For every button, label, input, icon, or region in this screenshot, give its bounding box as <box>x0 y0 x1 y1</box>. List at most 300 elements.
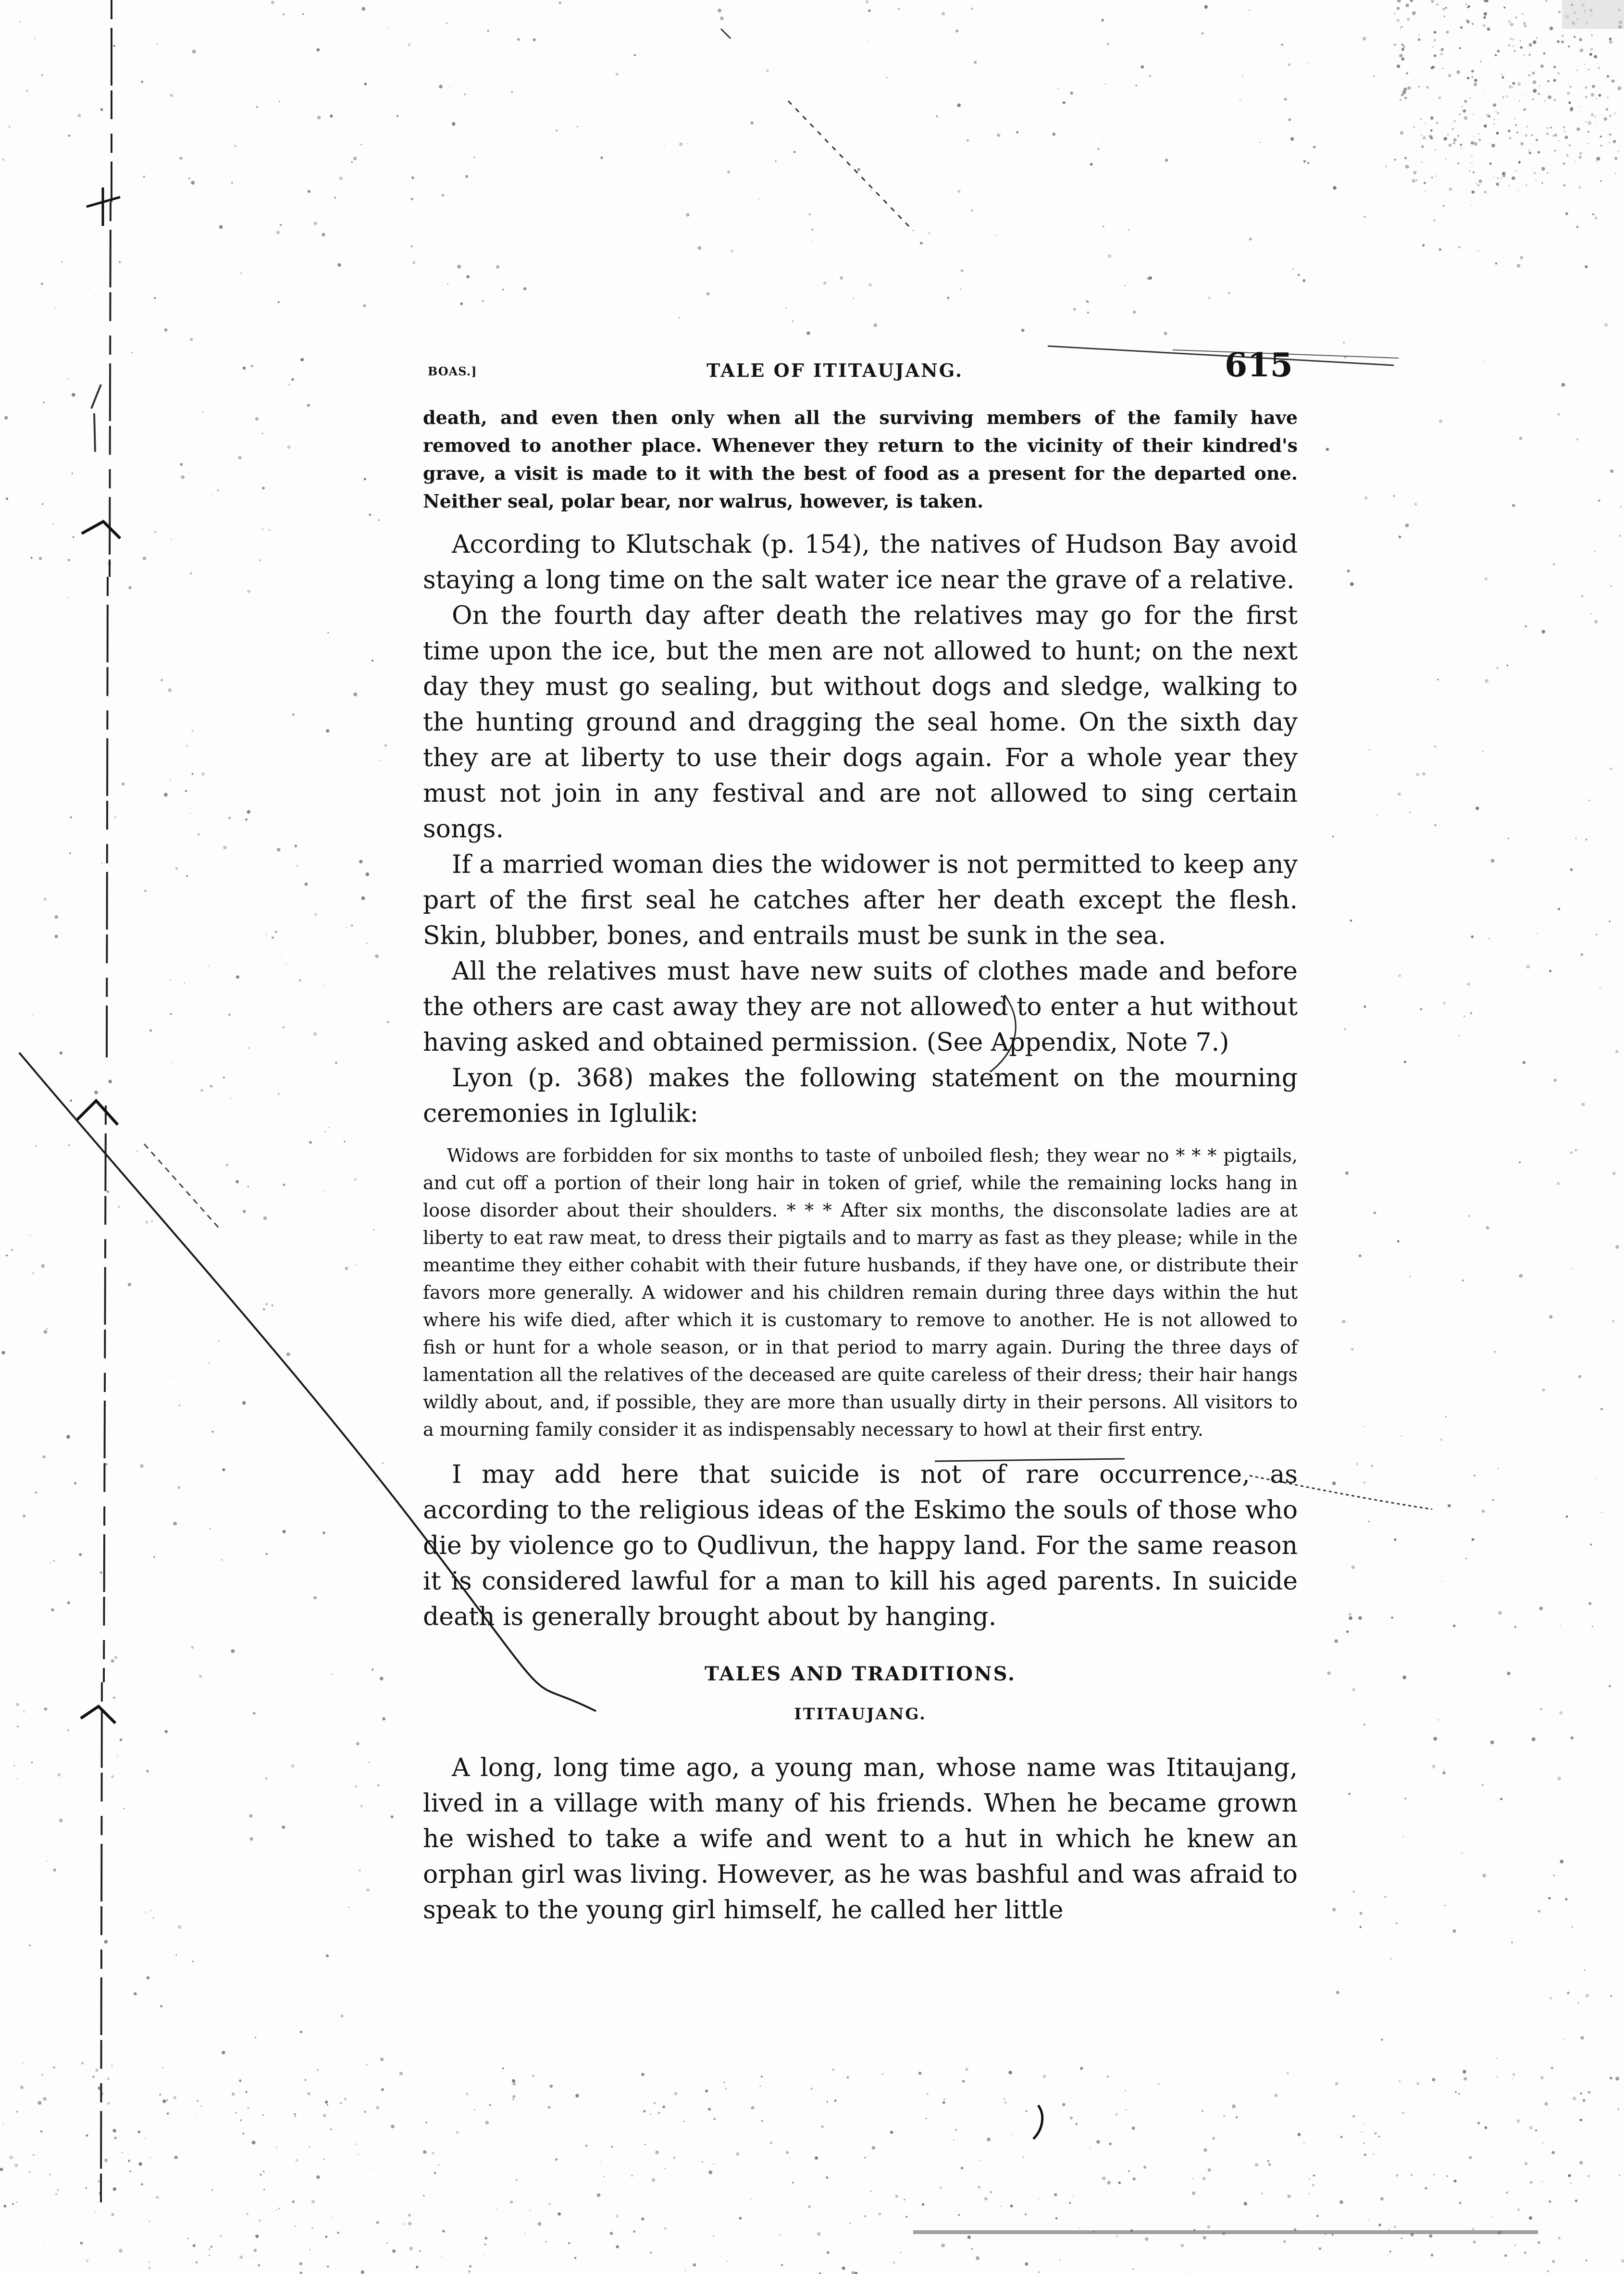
scan-speck <box>1598 67 1600 69</box>
scan-speck <box>641 2073 644 2076</box>
scan-speck <box>548 2203 551 2205</box>
scan-speck <box>197 2116 198 2117</box>
scan-speck <box>240 273 242 274</box>
scan-speck <box>1133 2177 1136 2180</box>
scan-speck <box>370 2168 371 2169</box>
scan-speck <box>1360 1926 1362 1928</box>
scan-speck <box>1399 54 1402 57</box>
scan-speck <box>209 2249 211 2250</box>
scan-speck <box>1478 138 1481 141</box>
scan-speck <box>1585 265 1587 268</box>
scan-speck <box>144 890 147 892</box>
scan-speck <box>1464 116 1468 120</box>
scan-speck <box>1565 212 1568 215</box>
running-head <box>428 346 1293 385</box>
scan-speck <box>1620 506 1621 507</box>
scan-speck <box>1438 97 1441 99</box>
scan-speck <box>1125 2090 1126 2091</box>
scan-speck <box>1096 2140 1100 2144</box>
scan-speck <box>1526 125 1528 127</box>
scan-speck <box>1457 162 1460 165</box>
scan-speck <box>326 729 329 733</box>
scan-speck <box>1500 181 1501 182</box>
scan-speck <box>1609 37 1612 40</box>
scan-speck <box>1554 1079 1557 1082</box>
scan-speck <box>1553 66 1556 68</box>
scan-speck <box>1164 332 1167 335</box>
scan-speck <box>1352 1688 1356 1691</box>
scan-speck <box>1376 815 1377 816</box>
scan-speck <box>170 94 173 97</box>
scan-speck <box>1364 2153 1366 2156</box>
scan-speck <box>210 1528 211 1529</box>
scan-speck <box>94 1091 98 1094</box>
scan-speck <box>1592 85 1595 88</box>
scan-speck <box>616 2215 619 2218</box>
scan-speck <box>377 1784 379 1786</box>
scan-speck <box>792 2182 794 2184</box>
scan-speck <box>1409 812 1411 813</box>
scan-speck <box>1519 437 1523 440</box>
scan-speck <box>1465 1558 1467 1560</box>
scan-speck <box>1387 2254 1388 2255</box>
scan-speck <box>827 2101 828 2102</box>
scan-speck <box>251 365 254 368</box>
scan-speck <box>1533 80 1537 84</box>
scan-speck <box>128 2160 130 2162</box>
scan-speck <box>1108 254 1111 258</box>
scan-speck <box>43 2243 44 2244</box>
scan-speck <box>149 2221 150 2222</box>
scan-speck <box>1401 48 1404 51</box>
scan-speck <box>170 1013 172 1015</box>
scan-speck <box>1364 1426 1365 1427</box>
scan-speck <box>107 2077 110 2080</box>
scan-speck <box>1564 2038 1565 2039</box>
scan-speck <box>827 2251 830 2254</box>
scan-speck <box>1208 297 1210 299</box>
scan-speck <box>1512 38 1514 40</box>
scan-speck <box>1596 1478 1597 1479</box>
scan-speck <box>1384 1896 1386 1898</box>
scan-speck <box>34 38 36 39</box>
scan-speck <box>187 2238 189 2239</box>
scan-speck <box>1591 113 1594 116</box>
scan-speck <box>1274 2094 1277 2097</box>
scan-speck <box>1208 2168 1211 2172</box>
running-head-title: TALE OF ITITAUJANG. <box>707 360 964 381</box>
scan-speck <box>1400 131 1403 135</box>
scan-speck <box>1410 0 1413 2</box>
scan-speck <box>409 2247 413 2250</box>
scan-speck <box>698 246 701 249</box>
scan-speck <box>313 1596 317 1600</box>
scan-speck <box>1497 50 1500 52</box>
scan-speck <box>208 965 209 966</box>
scan-speck <box>958 2214 960 2216</box>
scan-speck <box>337 2232 339 2234</box>
scan-speck <box>376 2221 379 2224</box>
scan-speck <box>1529 43 1533 47</box>
scan-speck <box>53 1560 55 1562</box>
scan-speck <box>1509 137 1511 139</box>
scan-speck <box>1604 323 1608 327</box>
scan-speck <box>272 936 274 939</box>
scan-speck <box>1361 2131 1363 2133</box>
scan-speck <box>1204 5 1208 9</box>
scan-speck <box>1606 108 1608 111</box>
scan-speck <box>708 2171 712 2175</box>
scan-speck <box>16 1778 17 1779</box>
scan-speck <box>253 1712 256 1715</box>
scan-speck <box>1506 2191 1508 2194</box>
scan-speck <box>269 529 270 531</box>
scan-speck <box>1520 142 1524 146</box>
scan-speck <box>1418 38 1421 41</box>
scan-speck <box>1601 1512 1602 1513</box>
scan-speck <box>41 1264 45 1268</box>
scan-speck <box>693 2263 696 2267</box>
scan-speck <box>247 810 251 814</box>
scan-speck <box>295 2225 297 2227</box>
scan-speck <box>292 714 294 716</box>
scan-speck <box>1557 1777 1561 1780</box>
scan-speck <box>361 2270 364 2274</box>
scan-speck <box>236 1180 239 1183</box>
scan-speck <box>255 2235 259 2238</box>
scan-speck <box>1470 98 1471 99</box>
scan-speck <box>278 301 280 303</box>
scan-speck <box>1332 2234 1333 2236</box>
scan-speck <box>313 1032 317 1036</box>
scan-speck <box>1334 1640 1338 1643</box>
scan-speck <box>1471 70 1474 73</box>
scan-speck <box>1498 1468 1499 1469</box>
scan-speck <box>1500 1798 1502 1800</box>
scan-speck <box>1422 772 1426 776</box>
scan-speck <box>324 1192 325 1193</box>
scan-speck <box>359 860 362 863</box>
scan-speck <box>439 85 443 88</box>
scan-speck <box>1579 152 1582 155</box>
scan-speck <box>517 38 520 41</box>
scan-speck <box>1339 2200 1343 2204</box>
scan-speck <box>423 2150 426 2154</box>
scan-speck <box>806 332 810 335</box>
scan-speck <box>222 2051 225 2054</box>
scan-speck <box>1203 2236 1206 2240</box>
scan-speck <box>157 43 158 45</box>
scan-speck <box>52 523 54 524</box>
scan-speck <box>100 1571 102 1574</box>
scan-speck <box>1336 1991 1339 1994</box>
scan-speck <box>512 2099 514 2100</box>
scan-speck <box>1445 158 1447 160</box>
scan-speck <box>1621 2260 1624 2263</box>
scan-speck <box>72 472 74 474</box>
scan-speck <box>231 182 233 184</box>
scan-speck <box>1353 1890 1355 1892</box>
scan-speck <box>840 276 843 280</box>
scan-speck <box>926 2118 927 2119</box>
section-heading: TALES AND TRADITIONS. <box>705 1663 1016 1685</box>
scan-speck <box>1576 438 1578 440</box>
scan-speck <box>33 2154 35 2156</box>
scan-speck <box>1595 124 1596 125</box>
scan-speck <box>464 93 466 96</box>
scan-speck <box>1268 2163 1271 2166</box>
scan-speck <box>469 2265 471 2267</box>
scan-speck <box>474 157 475 158</box>
scan-speck <box>850 2223 851 2224</box>
scan-speck <box>51 1608 54 1612</box>
scan-speck <box>1566 1516 1568 1518</box>
scan-speck <box>111 1775 114 1778</box>
scan-speck <box>1443 205 1444 207</box>
scan-speck <box>678 317 681 319</box>
scan-speck <box>199 1675 202 1678</box>
scan-speck <box>43 402 45 403</box>
scan-speck <box>1023 2156 1024 2158</box>
scan-speck <box>1364 1482 1365 1483</box>
scan-speck <box>1578 156 1582 159</box>
scan-speck <box>1351 1348 1353 1351</box>
scan-speck <box>1597 157 1600 161</box>
scan-speck <box>1434 31 1437 34</box>
scan-speck <box>1444 16 1445 17</box>
scan-speck <box>1043 2075 1046 2078</box>
scan-speck <box>348 1907 349 1908</box>
scan-speck <box>105 1463 108 1466</box>
scan-speck <box>1581 2036 1584 2039</box>
scan-speck <box>1316 2215 1319 2217</box>
scan-speck <box>1528 74 1531 77</box>
scan-speck <box>165 1730 168 1733</box>
scan-speck <box>420 2250 421 2252</box>
scan-speck <box>1467 77 1470 80</box>
scan-speck <box>1432 66 1435 69</box>
scan-speck <box>1133 2269 1134 2270</box>
scan-speck <box>1486 1226 1489 1230</box>
scan-speck <box>1411 2174 1413 2176</box>
scan-speck <box>1203 2148 1207 2152</box>
scan-speck <box>1102 2176 1106 2180</box>
scan-speck <box>1459 113 1461 115</box>
scan-speck <box>1397 1240 1400 1243</box>
scan-speck <box>1585 121 1586 122</box>
scan-speck <box>239 2079 242 2082</box>
scan-speck <box>1477 2122 1480 2125</box>
scan-speck <box>55 308 56 309</box>
scan-speck <box>1290 137 1294 140</box>
scan-speck <box>1503 7 1505 9</box>
scan-speck <box>248 2107 249 2109</box>
scan-speck <box>1512 87 1513 88</box>
scan-speck <box>382 1463 384 1464</box>
scan-speck <box>1538 1910 1540 1913</box>
scan-speck <box>262 529 264 531</box>
scan-speck <box>1591 613 1592 614</box>
scan-speck <box>95 296 96 297</box>
scan-speck <box>1432 2078 1435 2081</box>
scan-speck <box>1558 2237 1561 2239</box>
scan-speck <box>1409 1276 1411 1278</box>
scan-speck <box>879 2213 881 2215</box>
scan-speck <box>1557 1182 1560 1185</box>
scan-speck <box>1559 1711 1562 1715</box>
scan-speck <box>1073 308 1076 311</box>
scan-speck <box>1062 2103 1065 2106</box>
scan-speck <box>761 2075 763 2077</box>
scan-speck <box>1309 2178 1310 2180</box>
scan-speck <box>359 1869 361 1872</box>
scan-speck <box>653 2102 656 2104</box>
scan-speck <box>1469 171 1470 172</box>
scan-speck <box>447 284 448 285</box>
scan-speck <box>1133 311 1136 314</box>
scan-speck <box>1509 185 1510 186</box>
scan-speck <box>819 2273 821 2274</box>
scan-speck <box>1501 74 1502 75</box>
scan-speck <box>815 2156 818 2160</box>
scan-speck <box>67 1729 69 1731</box>
scan-speck <box>1502 76 1504 78</box>
scan-speck <box>852 2271 855 2274</box>
scan-speck <box>391 2125 395 2128</box>
scan-speck <box>1508 130 1511 133</box>
scan-speck <box>334 197 336 199</box>
scan-speck <box>1517 82 1521 86</box>
scan-speck <box>240 2119 242 2121</box>
scan-speck <box>1319 2247 1322 2250</box>
scan-speck <box>1540 2076 1544 2079</box>
scan-speck <box>377 1480 378 1481</box>
scan-speck <box>865 2215 866 2217</box>
scan-speck <box>19 22 21 23</box>
scan-speck <box>1558 908 1560 910</box>
scan-speck <box>1485 2126 1488 2129</box>
scan-speck <box>1529 54 1531 56</box>
scan-speck <box>1612 79 1615 83</box>
scan-speck <box>510 2200 513 2203</box>
scan-speck <box>234 145 236 148</box>
scan-speck <box>1025 2213 1027 2215</box>
scan-speck <box>532 2075 534 2077</box>
scan-speck <box>255 417 259 421</box>
scan-speck <box>283 1184 285 1186</box>
scan-speck <box>245 818 248 820</box>
scan-speck <box>1008 2071 1012 2074</box>
scan-speck <box>1619 2175 1621 2176</box>
scan-speck <box>1228 292 1230 294</box>
scan-speck <box>1459 47 1461 49</box>
scan-speck <box>1192 2191 1196 2195</box>
scan-speck <box>1364 1724 1365 1726</box>
scan-speck <box>766 69 769 72</box>
scan-speck <box>46 1328 48 1330</box>
scan-speck <box>1454 120 1456 122</box>
scan-speck <box>366 2064 368 2065</box>
scan-speck <box>164 793 168 797</box>
scan-speck <box>760 2086 761 2087</box>
scan-speck <box>109 1080 112 1083</box>
scan-speck <box>119 261 121 263</box>
scan-speck <box>381 2088 384 2091</box>
paragraph-lyon: Lyon (p. 368) makes the following statement on the mourning ceremonies in Iglulik: <box>423 1064 1298 1128</box>
scan-speck <box>1493 123 1495 125</box>
scan-speck <box>114 2137 117 2139</box>
scan-speck <box>683 2121 684 2122</box>
scan-speck <box>266 934 267 935</box>
scan-speck <box>41 2074 44 2076</box>
scan-speck <box>68 378 69 379</box>
scan-speck <box>1512 2078 1513 2079</box>
scan-speck <box>1298 2133 1301 2137</box>
scan-speck <box>162 2067 163 2068</box>
scan-speck <box>1470 1012 1472 1015</box>
scan-speck <box>1567 1991 1570 1994</box>
scan-speck <box>279 101 280 102</box>
scan-speck <box>1421 162 1423 163</box>
scan-speck <box>2 158 4 161</box>
scan-speck <box>1533 89 1537 93</box>
scan-speck <box>1025 2262 1028 2266</box>
text-column <box>423 404 1298 1928</box>
scan-speck <box>1497 667 1499 669</box>
scan-speck <box>53 1868 56 1872</box>
scan-speck <box>252 2141 256 2145</box>
scan-speck <box>1180 2244 1184 2247</box>
scan-speck <box>1612 1172 1616 1175</box>
scan-speck <box>1547 80 1550 83</box>
scan-speck <box>170 780 171 781</box>
scan-speck <box>1394 159 1396 161</box>
scan-speck <box>810 2088 813 2090</box>
scan-speck <box>339 176 343 180</box>
scan-speck <box>1400 27 1401 28</box>
scan-speck <box>984 2197 988 2200</box>
scan-speck <box>574 2257 576 2259</box>
scan-speck <box>1443 1002 1446 1005</box>
scan-speck <box>1442 1581 1443 1582</box>
scan-speck <box>1478 250 1479 251</box>
scan-speck <box>1497 177 1499 179</box>
scan-speck <box>1546 133 1549 135</box>
scan-speck <box>947 297 950 299</box>
scan-speck <box>866 0 869 3</box>
scan-speck <box>1520 46 1523 49</box>
scan-speck <box>1145 2237 1149 2241</box>
scan-speck <box>1420 118 1422 120</box>
scan-speck <box>246 2091 248 2093</box>
scan-speck <box>679 143 682 146</box>
scan-speck <box>300 2031 302 2033</box>
scan-speck <box>1394 13 1396 14</box>
scan-speck <box>399 2072 403 2075</box>
scan-speck <box>1609 1685 1611 1687</box>
scan-speck <box>1373 1211 1376 1214</box>
scan-speck <box>222 1468 225 1471</box>
scan-speck <box>221 1559 223 1561</box>
scan-speck <box>119 2249 123 2253</box>
scan-speck <box>1402 90 1406 94</box>
scan-speck <box>664 2227 667 2230</box>
scan-speck <box>1547 2270 1549 2272</box>
scan-speck <box>1054 2193 1057 2197</box>
scan-speck <box>172 1062 173 1063</box>
scan-speck <box>1302 279 1305 282</box>
scan-speck <box>512 2079 515 2083</box>
